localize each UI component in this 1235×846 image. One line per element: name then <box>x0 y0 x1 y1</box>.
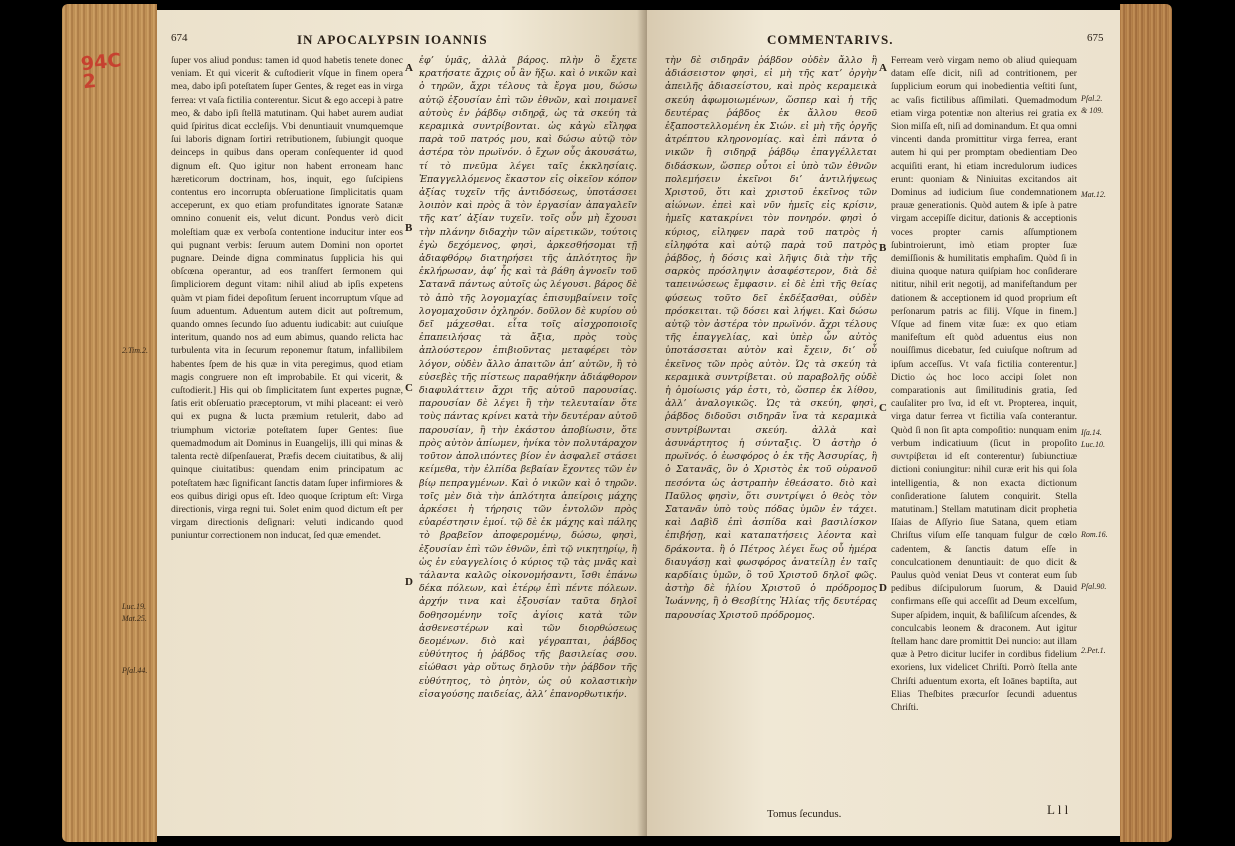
left-running-header: IN APOCALYPSIN IOANNIS <box>297 32 488 47</box>
margin-note-2pet1: 2.Pet.1. <box>1081 646 1106 655</box>
left-page-edges <box>62 4 157 842</box>
left-marker-d: D <box>405 576 413 588</box>
margin-note-mat12: Mat.12. <box>1081 190 1106 199</box>
margin-note-psal2: Pſal.2. <box>1081 94 1103 103</box>
margin-note-luc19: Luc.19. <box>122 602 146 611</box>
right-footer-signature: L l l <box>1047 802 1069 817</box>
margin-note-psal90: Pſal.90. <box>1081 582 1107 591</box>
right-marker-b: B <box>879 242 887 254</box>
margin-note-luc10: Luc.10. <box>1081 440 1105 449</box>
left-marker-c: C <box>405 382 413 394</box>
red-ink-stamp: 94C 2 <box>79 49 123 94</box>
margin-note-rom16: Rom.16. <box>1081 530 1108 539</box>
left-latin-column <box>171 54 403 824</box>
left-marker-a: A <box>405 62 413 74</box>
margin-note-109: & 109. <box>1081 106 1104 115</box>
left-greek-text: ἐφʼ ὑμᾶς, ἀλλὰ βάρος. πλὴν ὃ ἔχετε κρατήσατε ἄχρις οὗ ἂν ἥξω. καὶ ὁ νικῶν καὶ ὁ τηρῶν, ἄχρι τέλους τὰ ἔργα μου, δώσω αὐτῷ ἐξουσίαν ἐπὶ τῶν ἐθνῶν, καὶ ποιμανεῖ αὐτοὺς ἐν ῥάβδῳ σιδηρᾷ, ὡς τὰ σκεύη τὰ κεραμικὰ συντρίβονται. ὡς κἀγὼ εἴληφα παρὰ τοῦ πατρός μου, καὶ δώσω αὐτῷ τὸν ἀστέρα τὸν πρωϊνόν. ὁ ἔχων οὖς ἀκουσάτω, τί τὸ πνεῦμα λέγει ταῖς ἐκκλησίαις. Ἐπαγγελλόμενος ἕκαστον εἰς οἰκεῖον κόπον ἀξίας τυχεῖν τῆς ἀντιδόσεως, ὑποτάσσει λοιπὸν καὶ πρὸς ἃ τὸν ἐργασίαν ἀπαγαλεῖν τῆς κατʼ ἀξίαν τυχεῖν. τοῖς οὖν μὴ ἔχουσι τὴν πλάνην διδαχὴν τῶν αἱρετικῶν, τούτοις ἐγὼ δεχόμενος, φησὶ, ἀρκεσθήσομαι τῇ ἀδιαφθόρῳ διατηρήσει τῆς ἁπλότητος ἣν ἐκλήρωσαν, ἀφʼ ἧς καὶ τὰ βάθη ἀγνοεῖν τοῦ Σατανᾶ πάντως αὐτοῖς ὡς λέγουσι. βάρος δὲ τὸ ἀπὸ τῆς λογομαχίας ἐπισυμβαίνειν τοῖς λογομαχοῦσιν ὀχληρόν. δοῦλον δὲ κυρίου οὐ δεῖ μάχεσθαι. εἶτα τοῖς αἰσχροποιοῖς ἐπαπειλήσας τὰ ἄξια, πρὸς τοὺς ἁπλούστερον ἐπιβιοῦντας μεταφέρει τὸν λόγον, οὐδὲν ἄλλο ἀπαιτῶν ἀπʼ αὐτῶν, ἢ τὸ εὐσεβὲς τῆς πίστεως παραθήκην ἀδιάφθορον διαφυλάττειν ἄχρι τῆς αὐτοῦ παρουσίας. παρουσίαν δὲ λέγει ἢ τὴν τελευταίαν ὅτε τοὺς πάντας κρίνει κατὰ τὴν δευτέραν αὐτοῦ παρουσίαν, ἢ τὴν ἑκάστου ἀποβίωσιν, ὅτε πρὸς αὐτὸν ἀπίωμεν, ἡνίκα τὸν πολυτάραχον τοῦτον ἀπολιπόντες βίον ἐν ἀσφαλεῖ στάσει κείμεθα, τὴν ἐλπίδα βεβαίαν ἔχοντες τῶν ἐν βίῳ πεπραγμένων. Καὶ ὁ νικῶν καὶ ὁ τηρῶν. τοῖς μὲν διὰ τὴν ἁπλότητα ἀπείροις μάχης ἀρκέσει ἡ τήρησις τῶν ἐντολῶν πρὸς εὐαρέστησιν ἐμοί. τῷ δὲ ἐκ μάχης καὶ πάλης τὸ βραβεῖον ἀποφερομένῳ, δώσω, φησὶ, ἐξουσίαν ἐπὶ τῶν ἐθνῶν, ἐπὶ τῷ νικητηρίῳ, ἢ ὡς ἐν εὐαγγελίοις ὁ κύριος τῷ τὰς μνᾶς καὶ τάλαντα καλῶς οἰκονομήσαντι, ἴσθι ἐπάνω δέκα πόλεων, καὶ ἑτέρῳ ἐπὶ πέντε πόλεων. ἀρχήν τινα καὶ ἐξουσίαν ταῦτα δηλοῖ δοθησομένην τοῖς ἁγίοις κατὰ τῶν ἀσθενεστέρων καὶ τῶν διορθώσεως δεομένων. διὸ καὶ γέγραπται, ῥάβδος εὐθύτητος ἡ ῥάβδος τῆς βασιλείας σου. εἰώθασι γὰρ οὕτως δηλοῦν τὴν ῥάβδον τῆς εὐθύτητος, τὸ ῥητὸν, ὡς οὐ κολαστικὴν εἰσαγούσης παιδείας, ἀλλʼ ἐπανορθωτικήν. <box>419 55 637 700</box>
right-marker-a: A <box>879 62 887 74</box>
right-greek-column <box>665 54 877 794</box>
left-page-number: 674 <box>171 32 188 44</box>
right-latin-column <box>891 54 1077 794</box>
right-footer-tome: Tomus ſecundus. <box>767 808 842 820</box>
right-page-edges <box>1120 4 1172 842</box>
left-greek-column <box>419 54 637 824</box>
right-marker-c: C <box>879 402 887 414</box>
left-marker-b: B <box>405 222 413 234</box>
right-page-number: 675 <box>1087 32 1104 44</box>
right-running-header: COMMENTARIVS. <box>767 32 894 47</box>
margin-note-mat25: Mat.25. <box>122 614 147 623</box>
open-book <box>62 4 1172 842</box>
margin-note-2tim: 2.Tim.2. <box>122 346 149 355</box>
margin-note-isa14: Iſa.14. <box>1081 428 1102 437</box>
left-page <box>157 10 647 836</box>
right-latin-text: Ferream verò virgam nemo ob aliud quiequam datam eſſe dicit, niſi ad contritionem, per ſupplicium eorum qui inobedientia veſtiti ſunt, ac vaſis fictilibus aſſimilati. Quemadmodum etiam virga potentiæ non alterius rei gratia ex Sion miſſa eſt, niſi ad dominandum. Et qua omni vincenti danda promittitur virga ferrea, erant autem hi qui per promptam obedientiam Deo acquiſiti erant, hi etiam incredulorum iudices erunt: quoniam & Niniuitas excitandos ait Dominus ad iudicium ſiue condemnationem prauæ generationis. Quòd autem & ipſe à patre virgam accepiſſe dicitur, dationis & acceptionis voces propter carnis aſſumptionem ſubintroierunt, imò etiam propter ſuæ demiſſionis & humilitatis emphaſim. Quòd ſi in diuina quoque natura quiſpiam hoc conſiderare nititur, nihil erit negotij, ad manifeſtandum per dationem & acceptionem id quod proprium eſt perſonarum patris ac filij. Vſque in finem.] Vſque ad finem vitæ ſuæ: ex quo etiam manifeſtum eſt quòd aduentus eius non nouiſſimus dicebatur, ſed cuiuſque noſtrum ad ipſum acceſſus. Vt vaſa fictilia conterentur.] Dictio ὡς hoc loco accipi ſolet non comparationis aut ſimilitudinis gratia, ſed cauſaliter pro ἵνα, id eſt vt. Propterea, inquit, virga datur ferrea vt fictilia vaſa conterantur. Quòd ſi non ſit apta compoſitio: nunquam enim verbum indicatiuum (ſicut in propoſito συντρίβεται id eſt conterentur) ſubiunctiuæ dictioni coniungitur: nihil curæ erit his qui ſola intelligentia, & non exacta dictionum conſideratione ſalutem conquirit. Stella matutinam.] Stellam matutinam dicit prophetia Iſaias de Aſſyrio ſiue Satana, quem etiam Chriſtus viſum eſſe tanquam fulgur de cœlo cadentem, & ſanctis datum eſſe in conculcationem denuntiauit: de quo dicit & Paulus quòd veniat Deus vt conterat eum ſub pedibus diſcipulorum ſuorum, & Dauid confirmans eſſe qui acceſſit ad Deum excelſum, Super aſpidem, inquit, & baſiliſcum aſcendes, & conculcabis leonem & draconem. Aut igitur ſtellam hanc dare promittit Dei nuncio: aut illam quæ à Petro dicitur lucifer in cordibus fidelium exoriens, lux videlicet Chriſti. Porrò ſtella ante Chriſti aduentum exorta, eſt Ioānes baptiſta, aut Elias Theſbites præcurſor ſecundi aduentus Chriſti. <box>891 55 1077 713</box>
left-latin-text: ſuper vos aliud pondus: tamen id quod habetis tenete donec veniam. Et qui vicerit & cuſtodierit vſque in finem opera mea, dabo ipſi poteſtatem ſuper Gentes, & reget eas in virga ferrea: vt vaſa fictilia conterentur. Sicut & ego accepi à patre meo, & dabo ipſi ſtellā matutinam. Qui habet aurem audiat quid ſpiritus dicat eccleſijs. Vbi denuntiauit vnumquemque ſui laboris dignam ſortiri retributionem, ſubiungit quoque deinceps in quibus dans operam conſequenter id quod dignum eſt. Quo igitur non habent erroneam hanc hæreticorum doctrinam, hos, inquit, ego ſuſcipiens contentus ero incorrupta obſeruatione ſimplicitatis quam acceperunt, ex quo etiam profunditates ignorate Satanæ omnino conuenit eis, velut dicunt. Pondus verò dicit moleſtiam quæ ex verboſa contentione inducitur inter eos qui pugnant verbis: ſeruum autem Domini non oportet pugnare. Deinde digna comminatus ſupplicia his qui obſcœna operantur, ad eos tranſfert ſermonem qui ſimpliciorem degunt vitam: nihil aliud ab ipſis expetens quàm vt piam fidei depoſitum ſeruent incorruptum vſque ad ſuum aduentum. Aduentum autem dicit aut poſtremum, quando omnes ſecundo ſuo aduentu iudicabit: aut cuiuſque interitum, quando nos ad eum abimus, quando relicta hac turbulenta vita in ſecurum reponemur ſtatum, infallibilem habentes ſpem de his quæ in vita peregimus, quod etiam magis congruere non eſt improbabile. Et qui vicerit, & cuſtodierit.] His qui ob ſimplicitatem ſunt expertes pugnæ, ſatis erit obſeruatio præceptorum, vt mihi placeant: ei verò qui ex pugna & lucta præmium retulerit, dabo ad triumphum victoriæ poteſtatem ſuper Gentes: ſiue quemadmodum ait Dominus in Euangelijs, illi qui minas & talenta rectè diſpenſauerat, Præfis decem ciuitatibus, & alij quinque ciuitatibus: quendam enim principatum ac poteſtatem hæc ſignificant ſanctis datam ſuper infirmiores & eos quibus dirigi opus eſt. Ideo quoque ſcriptum eſt: Virga directionis, virga regni tui. Solet enim quod dictum eſt per virgam directionis deſignari: veluti indicando quod puniuntur correctionem non inducat, ſed quæ emendet. <box>171 55 403 542</box>
right-marker-d: D <box>879 582 887 594</box>
right-greek-text: τὴν δὲ σιδηρᾶν ῥάβδον οὐδὲν ἄλλο ἢ ἀδιάσειστον φησὶ, εἰ μὴ τῆς κατʼ ὀργὴν ἀπειλῆς ἀδιασείστου, καὶ πρὸς κεραμεικὰ σκεύη ἀφωμοιωμένων, ὥσπερ καὶ ἡ τῆς δευτέρας ῥάβδος ἐκ ἄλλου θεοῦ ἐξαποστελλομένη ἐκ Σιών. εἰ μὴ τῆς ὀργῆς ἀτρέπτου κληρονομίας. καὶ ἐπὶ πάντα ὁ νικῶν ἢ σιδηρᾷ ῥάβδῳ ἐπαγγέλλεται διδάσκων, ὥσπερ οὗτοι εἰ ὑπὸ τῶν ἐθνῶν πολεμήσειν ἐκεῖνοι διʼ ἀντιλήψεως Χριστοῦ, ὅτι καὶ χριστοῦ ἐκεῖνος τῶν αἰώνων. ἐπεὶ καὶ νῦν ἡμεῖς εἰς κρίσιν, ἡμεῖς κατακρίνει τὸν πονηρόν. φησὶ ὁ κύριος, εἰληφεν παρὰ τοῦ πατρὸς ἡ εἰληφότα καὶ αὐτῷ παρὰ τοῦ πατρὸς ῥάβδος, ἡ δόσις καὶ λῆψις διὰ τὴν τῆς σαρκὸς πρόσληψιν ἀσαφέστερον, διὰ δὲ ταπεινώσεως ἔμφασιν. εἰ δὲ ἐπὶ τῆς θείας φύσεως τοῦτο δεῖ ἐκδέξασθαι, οὐδὲν πρόσκειται. τῷ δόσει καὶ λήψει. Καὶ δώσω αὐτῷ τὸν ἀστέρα τὸν πρωϊνόν. ἄχρι τέλους τῆς ἐπαγγελίας, καὶ ὑπὲρ ὧν αὐτὸς ὑποτάσσεται αὐτὸν καὶ ἔχειν, διʼ οὗ ἐκεῖνος τῶν πρὸς αὐτὸν. Ὡς τὰ σκεύη τὰ κεραμικὰ συντρίβεται. οὐ παραβολῆς οὐδὲ ἡ ὁμοίωσις γάρ ἐστι, τὸ, ὥσπερ ἐκ λίθου, ἀλλʼ ἀναλογικῶς. Ὡς τὰ σκεύη, φησὶ, ῥάβδος διδοῦσι σιδηρᾶν ἵνα τὰ κεραμικὰ συντρίβωνται σκεύη. ἀλλὰ καὶ ἀσυνάρτητος ἡ σύνταξις. Ὁ ἀστὴρ ὁ πρωϊνός. ὁ ἑωσφόρος ὁ ἐκ τῆς Ἀσσυρίας, ἢ ὁ Σατανᾶς, ὃν ὁ Χριστὸς ἐκ τοῦ οὐρανοῦ πεσόντα ὡς ἀστραπὴν ἐθεάσατο. διὸ καὶ Παῦλος φησὶν, ὅτι συντρίψει ὁ θεὸς τὸν Σατανᾶν ὑπὸ τοὺς πόδας ὑμῶν ἐν τάχει. καὶ Δαβὶδ ἐπὶ ἀσπίδα καὶ βασιλίσκον ἐπιβήσῃ, καὶ καταπατήσεις λέοντα καὶ δράκοντα. ἢ ὁ Πέτρος λέγει ἕως οὗ ἡμέρα διαυγάσῃ καὶ φωσφόρος ἀνατείλῃ ἐν ταῖς καρδίαις ὑμῶν, ὃ τοῦ Χριστοῦ δηλοῖ φῶς. ἀστὴρ δὲ ἡλίου Χριστοῦ ὁ πρόδρομος Ἰωάννης, ἢ ὁ Θεσβίτης Ἠλίας τῆς δευτέρας παρουσίας Χριστοῦ πρόδρομος. <box>665 55 877 621</box>
margin-note-psal44: Pſal.44. <box>122 666 148 675</box>
right-page <box>647 10 1120 836</box>
